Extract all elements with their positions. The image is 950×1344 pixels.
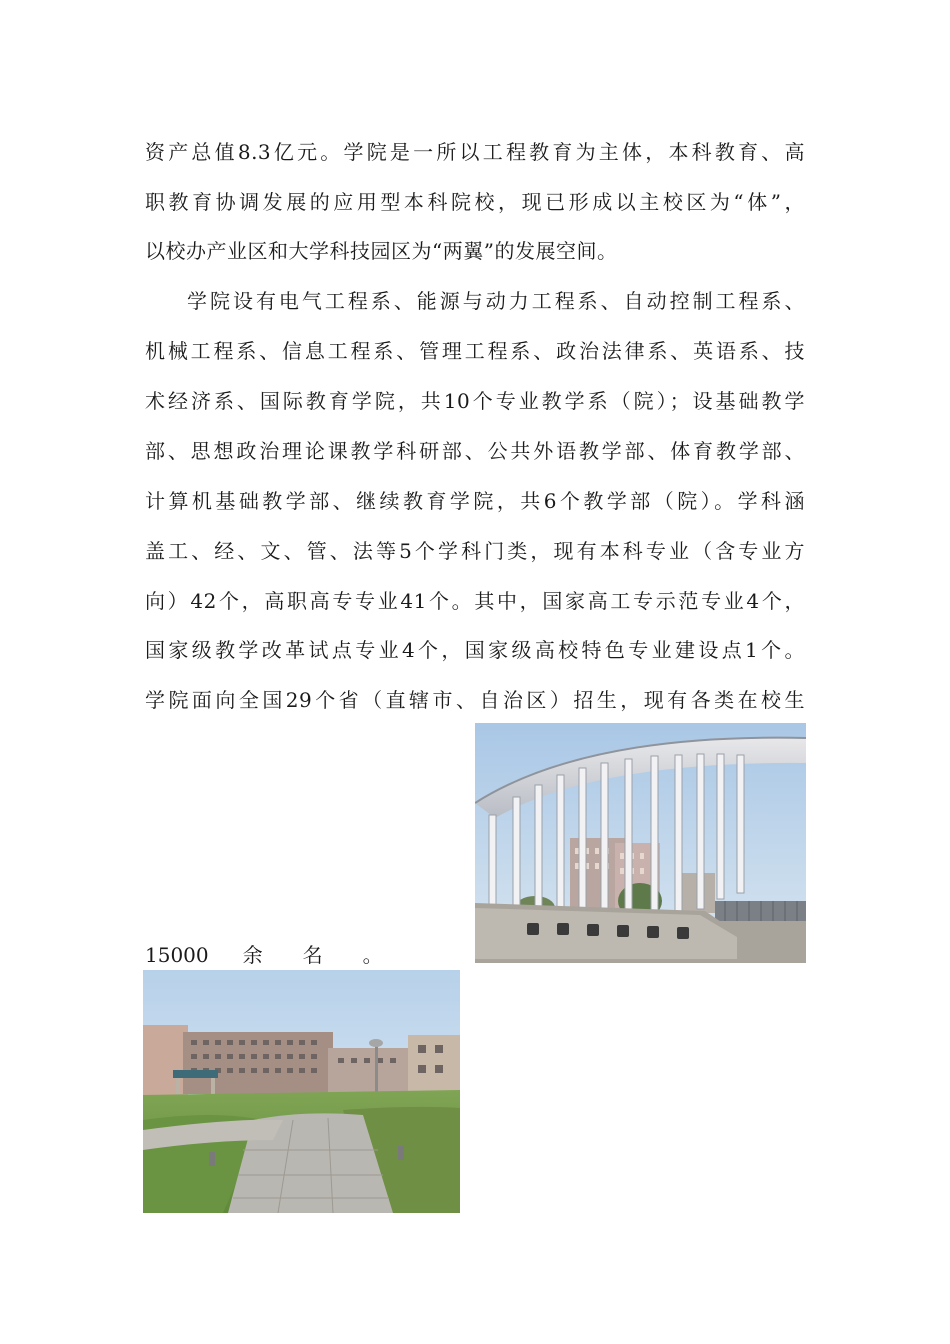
campus-gate-image [475, 723, 806, 963]
student-count: 15000 [145, 943, 209, 967]
paragraph-line-9: 盖工、经、文、管、法等5个学科门类，现有本科专业（含专业方 [145, 539, 805, 563]
paragraph-line-5: 机械工程系、信息工程系、管理工程系、政治法律系、英语系、技 [145, 339, 805, 363]
tail-word-1: 余 [242, 943, 263, 967]
paragraph-line-4: 学院设有电气工程系、能源与动力工程系、自动控制工程系、 [187, 289, 805, 313]
paragraph-line-8: 计算机基础教学部、继续教育学院，共6个教学部（院）。学科涵 [145, 489, 805, 513]
campus-gate-photo [475, 723, 806, 963]
paragraph-line-10: 向）42个，高职高专专业41个。其中，国家高工专示范专业4个， [145, 589, 805, 613]
paragraph-line-3: 以校办产业区和大学科技园区为“两翼”的发展空间。 [145, 239, 618, 263]
paragraph-line-2: 职教育协调发展的应用型本科院校，现已形成以主校区为“体”， [145, 190, 805, 214]
paragraph-tail [145, 942, 383, 968]
tail-word-2: 名 [302, 943, 323, 967]
tail-period: 。 [362, 943, 383, 967]
campus-walkway-photo [143, 970, 460, 1213]
paragraph-line-6: 术经济系、国际教育学院，共10个专业教学系（院）；设基础教学 [145, 389, 805, 413]
campus-walkway-image [143, 970, 460, 1213]
paragraph-line-1: 资产总值8.3亿元。学院是一所以工程教育为主体，本科教育、高 [145, 140, 805, 164]
paragraph-line-11: 国家级教学改革试点专业4个，国家级高校特色专业建设点1个。 [145, 638, 805, 662]
paragraph-line-7: 部、思想政治理论课教学科研部、公共外语教学部、体育教学部、 [145, 439, 805, 463]
paragraph-line-12: 学院面向全国29个省（直辖市、自治区）招生，现有各类在校生 [145, 688, 805, 712]
